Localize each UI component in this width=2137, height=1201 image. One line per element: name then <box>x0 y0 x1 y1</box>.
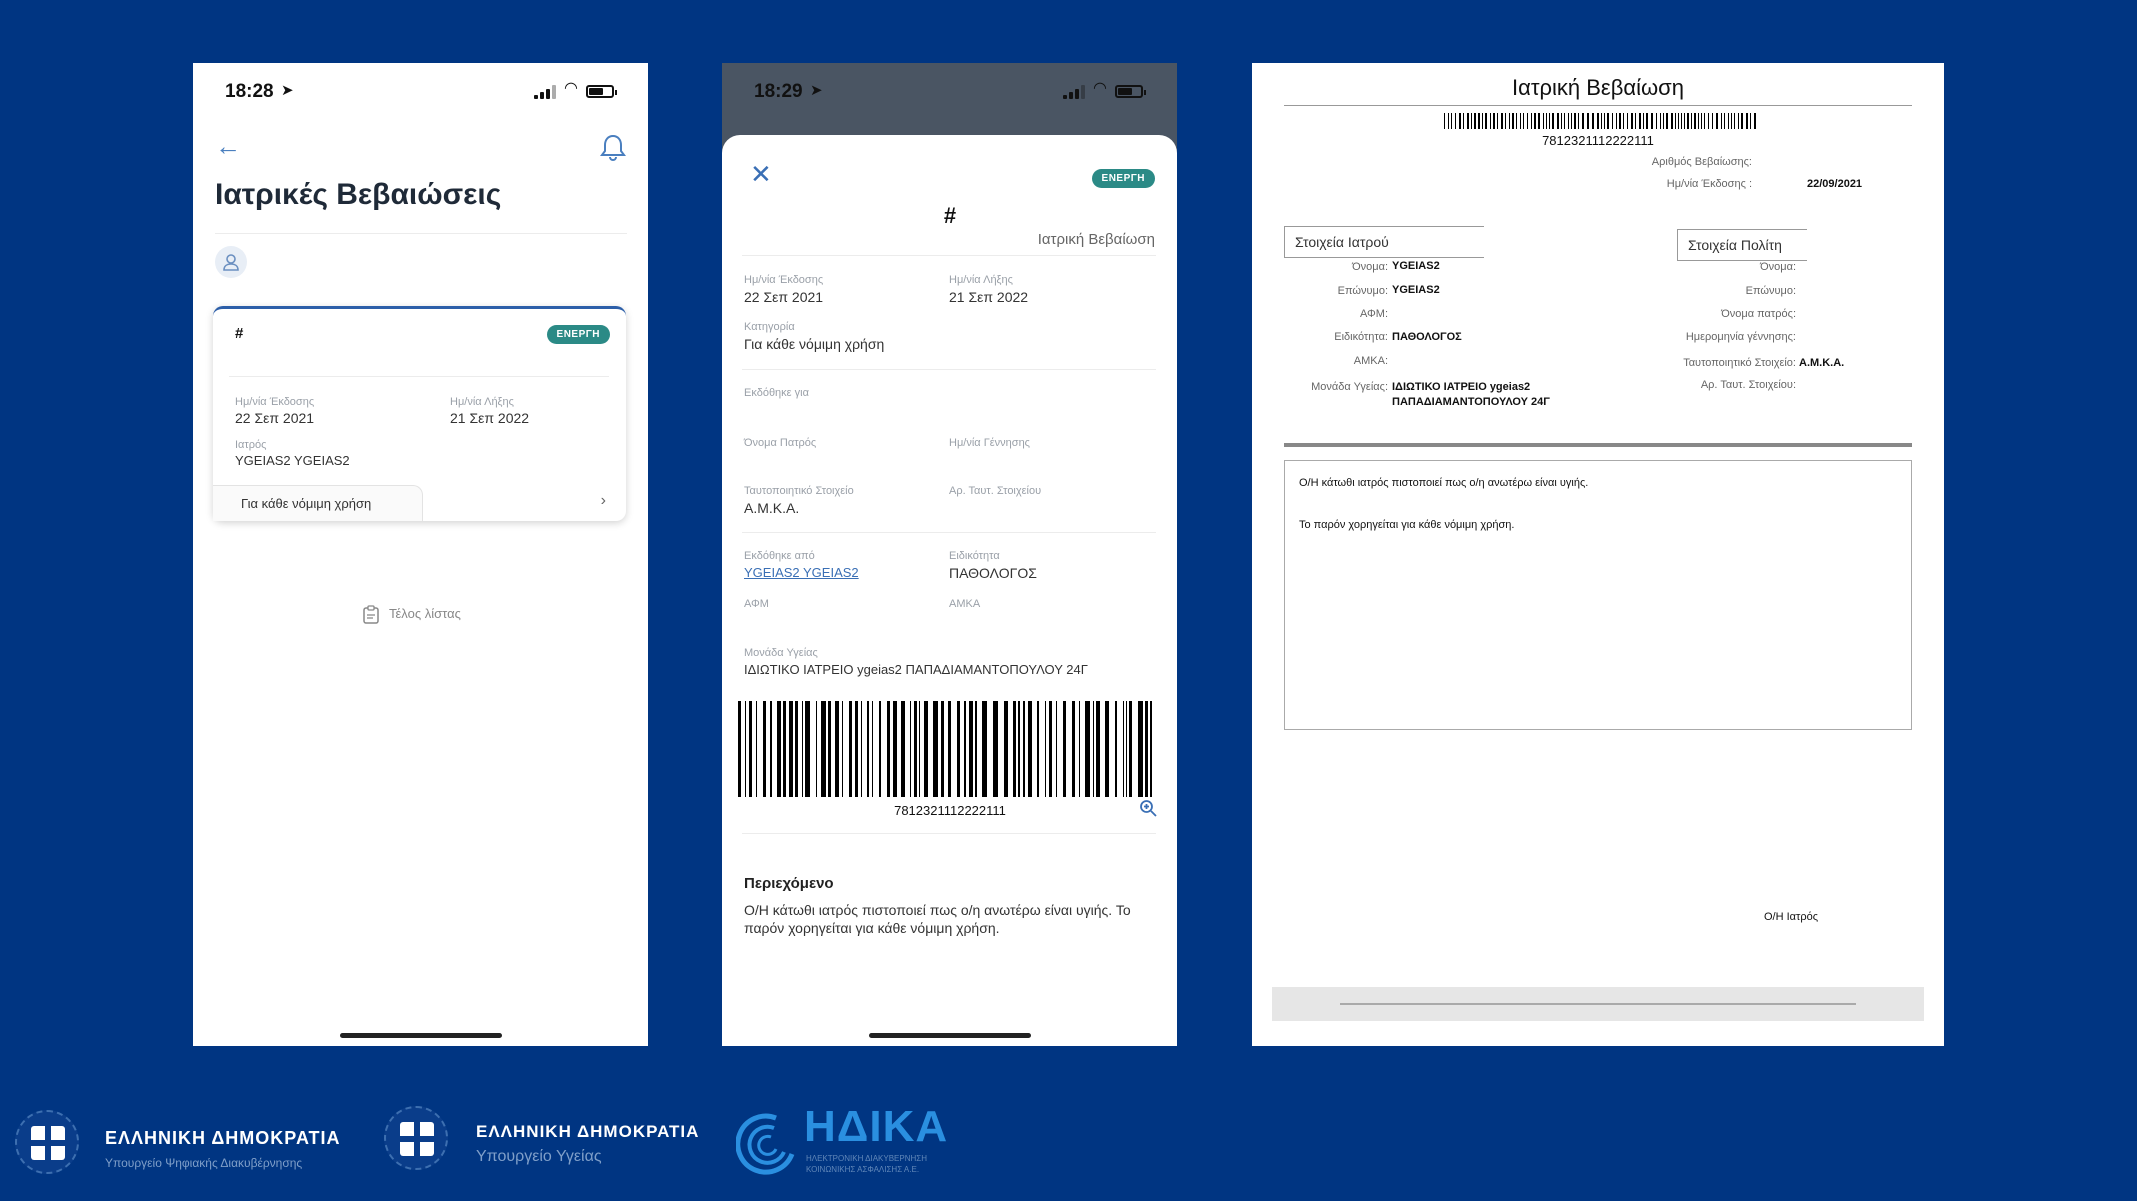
doctor-surname-value: YGEIAS2 <box>1392 284 1440 296</box>
certificate-document <box>1252 63 1944 1046</box>
document-barcode-number: 7812321112222111 <box>1542 133 1654 148</box>
citizen-name-label: Όνομα: <box>1760 261 1796 273</box>
clipboard-icon <box>363 605 379 624</box>
signature-label: Ο/Η Ιατρός <box>1764 911 1819 923</box>
signal-icon <box>1063 85 1085 99</box>
logo1-subtitle: Υπουργείο Ψηφιακής Διακυβέρνησης <box>105 1156 303 1170</box>
logo3-title: ΗΔΙΚΑ <box>804 1102 949 1151</box>
category-value: Για κάθε νόμιμη χρήση <box>744 336 885 352</box>
content-heading: Περιεχόμενο <box>744 875 834 892</box>
greek-emblem-icon <box>15 1110 79 1174</box>
issue-date-label: Ημ/νία Έκδοσης : <box>1666 178 1752 190</box>
status-icons <box>1063 80 1147 99</box>
doctor-specialty-label: Ειδικότητα: <box>1334 331 1388 343</box>
citizen-surname-label: Επώνυμο: <box>1745 285 1796 297</box>
doctor-surname-label: Επώνυμο: <box>1337 285 1388 297</box>
category-label: Κατηγορία <box>744 321 795 333</box>
expiry-date-value: 21 Σεπ 2022 <box>450 410 530 426</box>
location-icon: ➤ <box>281 82 294 99</box>
battery-icon <box>586 85 614 98</box>
logo2-subtitle: Υπουργείο Υγείας <box>476 1148 602 1165</box>
status-time: 18:28 <box>225 81 274 102</box>
issued-by-link[interactable]: YGEIAS2 YGEIAS2 <box>744 565 859 580</box>
doctor-details-tab: Στοιχεία Ιατρού <box>1284 226 1484 258</box>
logo2-title: ΕΛΛΗΝΙΚΗ ΔΗΜΟΚΡΑΤΙΑ <box>476 1122 700 1141</box>
location-icon: ➤ <box>810 82 823 99</box>
back-arrow-icon[interactable]: ← <box>215 131 241 161</box>
afm-label: ΑΦΜ <box>744 598 769 610</box>
health-unit-label: Μονάδα Υγείας: <box>1311 381 1388 393</box>
doctor-value: YGEIAS2 YGEIAS2 <box>235 453 350 468</box>
issue-date-value: 22/09/2021 <box>1807 178 1863 190</box>
logo3-subtitle-2: ΚΟΙΝΩΝΙΚΗΣ ΑΣΦΑΛΙΣΗΣ Α.Ε. <box>806 1165 920 1174</box>
id-type-label: Ταυτοποιητικό Στοιχείο <box>744 485 854 497</box>
greek-emblem-icon <box>384 1106 448 1170</box>
signal-icon <box>534 85 556 99</box>
citizen-id-number-label: Αρ. Ταυτ. Στοιχείου: <box>1700 379 1796 391</box>
issue-date-label: Ημ/νία Έκδοσης <box>744 274 824 286</box>
id-number-label: Αρ. Ταυτ. Στοιχείου <box>949 485 1042 497</box>
usage-label: Για κάθε νόμιμη χρήση <box>241 496 372 511</box>
certificates-list-screen <box>193 63 648 1046</box>
content-text: Ο/Η κάτωθι ιατρός πιστοποιεί πως ο/η ανωτέρω είναι υγιής. Το παρόν χορηγείται για κάθε νόμιμη χρήση. <box>744 902 1131 936</box>
card-hash: # <box>235 325 244 342</box>
issued-for-label: Εκδόθηκε για <box>744 387 809 399</box>
citizen-details-tab: Στοιχεία Πολίτη <box>1677 229 1807 261</box>
zoom-in-icon[interactable] <box>1139 799 1157 817</box>
id-type-value: Α.Μ.Κ.Α. <box>744 500 800 516</box>
citizen-father-label: Όνομα πατρός: <box>1721 308 1796 320</box>
document-body-line-2: Το παρόν χορηγείται για κάθε νόμιμη χρήση. <box>1299 519 1515 531</box>
health-unit-value-2: ΠΑΠΑΔΙΑΜΑΝΤΟΠΟΥΛΟΥ 24Γ <box>1392 396 1550 408</box>
document-body-line-1: Ο/Η κάτωθι ιατρός πιστοποιεί πως ο/η ανωτέρω είναι υγιής. <box>1299 477 1589 489</box>
chevron-right-icon[interactable]: › <box>600 492 606 509</box>
birth-date-label: Ημ/νία Γέννησης <box>949 437 1030 449</box>
battery-icon <box>1115 85 1143 98</box>
person-icon <box>215 246 247 278</box>
profile-button[interactable] <box>215 246 247 278</box>
health-unit-value-1: ΙΔΙΩΤΙΚΟ ΙΑΤΡΕΙΟ ygeias2 <box>1392 381 1531 393</box>
issue-date-value: 22 Σεπ 2021 <box>744 289 824 305</box>
idika-swirl-icon <box>736 1110 798 1176</box>
specialty-label: Ειδικότητα <box>949 550 1000 562</box>
certificate-card[interactable] <box>213 306 626 521</box>
cert-number-label: Αριθμός Βεβαίωσης: <box>1651 156 1752 168</box>
citizen-id-label: Ταυτοποιητικό Στοιχείο: <box>1683 357 1796 369</box>
doctor-label: Ιατρός <box>235 439 267 451</box>
expiry-date-label: Ημ/νία Λήξης <box>450 396 514 408</box>
end-of-list-label: Τέλος λίστας <box>389 606 461 621</box>
issued-by-label: Εκδόθηκε από <box>744 550 815 562</box>
status-badge: ΕΝΕΡΓΗ <box>547 325 610 344</box>
close-icon[interactable]: ✕ <box>750 159 772 189</box>
document-barcode <box>1444 113 1760 129</box>
expiry-date-label: Ημ/νία Λήξης <box>949 274 1013 286</box>
page-title: Ιατρικές Βεβαιώσεις <box>215 178 502 211</box>
wifi-icon: ◠ <box>564 80 578 97</box>
document-footer-bar <box>1272 987 1924 1021</box>
detail-hash: # <box>943 203 957 228</box>
logo3-subtitle-1: ΗΛΕΚΤΡΟΝΙΚΗ ΔΙΑΚΥΒΕΡΝΗΣΗ <box>806 1154 927 1163</box>
issue-date-label: Ημ/νία Έκδοσης <box>235 396 315 408</box>
status-bar <box>722 63 1177 119</box>
health-unit-label: Μονάδα Υγείας <box>744 647 818 659</box>
detail-subtitle: Ιατρική Βεβαίωση <box>1037 231 1155 248</box>
barcode <box>738 701 1160 797</box>
health-unit-value: ΙΔΙΩΤΙΚΟ ΙΑΤΡΕΙΟ ygeias2 ΠΑΠΑΔΙΑΜΑΝΤΟΠΟΥΛΟΥ 24Γ <box>744 662 1088 677</box>
home-indicator <box>340 1033 502 1038</box>
logo-ministry-health <box>384 1106 734 1176</box>
wifi-icon: ◠ <box>1093 80 1107 97</box>
amka-label: ΑΜΚΑ <box>949 598 981 610</box>
document-body <box>1284 460 1912 730</box>
document-title: Ιατρική Βεβαίωση <box>1511 75 1684 100</box>
logo-idika <box>736 1102 966 1180</box>
barcode-number: 7812321112222111 <box>894 803 1006 818</box>
doctor-specialty-value: ΠΑΘΟΛΟΓΟΣ <box>1392 331 1462 343</box>
issue-date-value: 22 Σεπ 2021 <box>235 410 315 426</box>
expiry-date-value: 21 Σεπ 2022 <box>949 289 1029 305</box>
status-icons <box>534 80 618 99</box>
citizen-id-value: Α.Μ.Κ.Α. <box>1799 357 1845 369</box>
doctor-amka-label: ΑΜΚΑ: <box>1353 355 1388 367</box>
logo-digital-governance <box>15 1110 375 1180</box>
status-time: 18:29 <box>754 81 803 102</box>
bell-icon[interactable] <box>600 133 626 161</box>
logo1-title: ΕΛΛΗΝΙΚΗ ΔΗΜΟΚΡΑΤΙΑ <box>105 1128 341 1148</box>
father-name-label: Όνομα Πατρός <box>744 437 817 449</box>
detail-sheet <box>722 135 1177 1046</box>
doctor-name-value: YGEIAS2 <box>1392 260 1440 272</box>
home-indicator <box>869 1033 1031 1038</box>
citizen-birth-label: Ημερομηνία γέννησης: <box>1685 331 1796 343</box>
usage-tab <box>213 485 423 521</box>
status-badge: ΕΝΕΡΓΗ <box>1092 169 1155 188</box>
status-bar <box>193 63 648 119</box>
certificate-detail-screen <box>722 63 1177 1046</box>
doctor-afm-label: ΑΦΜ: <box>1359 308 1388 320</box>
doctor-name-label: Όνομα: <box>1352 261 1388 273</box>
specialty-value: ΠΑΘΟΛΟΓΟΣ <box>949 565 1037 581</box>
